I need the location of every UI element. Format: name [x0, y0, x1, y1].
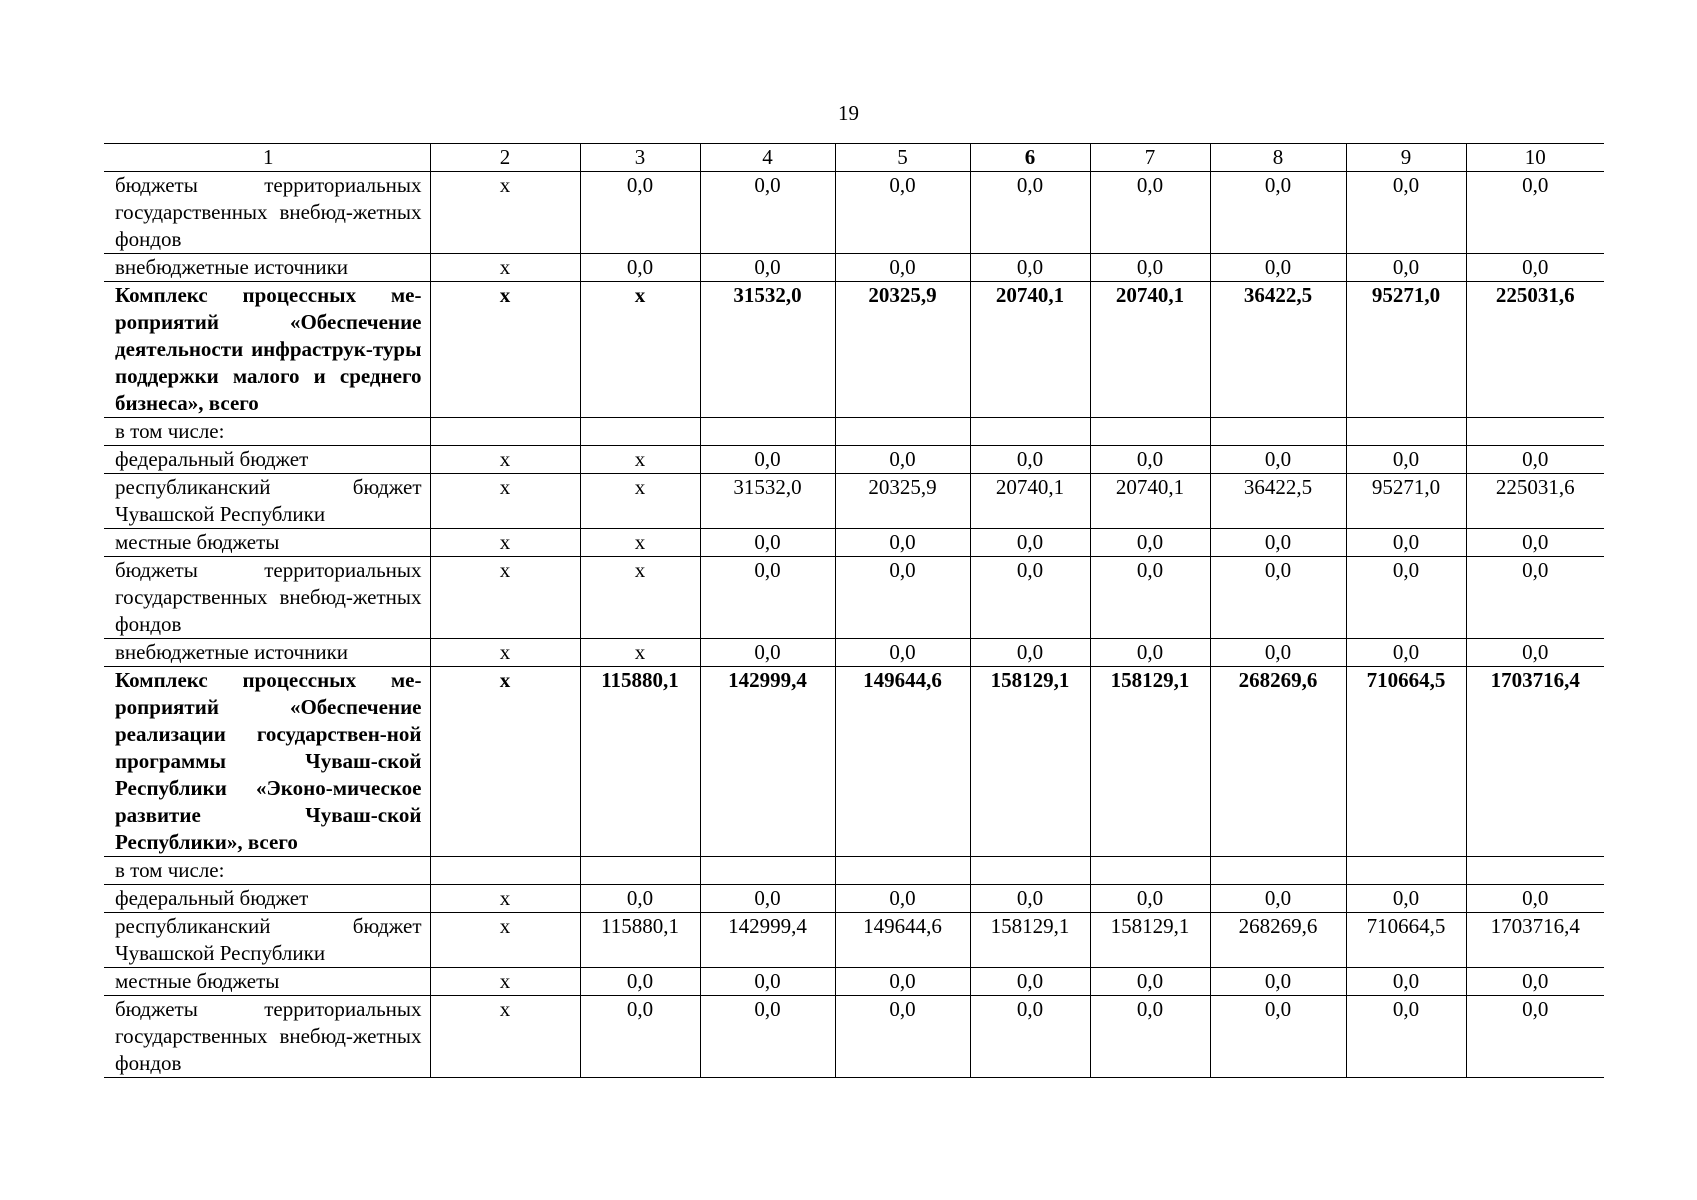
page-number: 19 [838, 101, 859, 125]
row-value-col-9: 95271,0 [1346, 282, 1466, 418]
row-value-col-7: 0,0 [1090, 968, 1210, 996]
row-value-col-6: 0,0 [970, 529, 1090, 557]
row-label: внебюджетные источники [104, 254, 430, 282]
row-value-col-3: 0,0 [580, 968, 700, 996]
row-value-col-2: х [430, 282, 580, 418]
row-value-col-8: 0,0 [1210, 254, 1346, 282]
row-value-col-3: х [580, 446, 700, 474]
row-value-col-8: 0,0 [1210, 529, 1346, 557]
row-value-col-4: 0,0 [700, 172, 835, 254]
row-value-col-8: 0,0 [1210, 639, 1346, 667]
row-value-col-10: 0,0 [1466, 996, 1604, 1078]
header-cell: 7 [1090, 144, 1210, 172]
row-value-col-2: х [430, 913, 580, 968]
row-value-col-6: 0,0 [970, 996, 1090, 1078]
row-value-col-10: 0,0 [1466, 446, 1604, 474]
row-value-col-7: 158129,1 [1090, 667, 1210, 857]
row-value-col-4: 0,0 [700, 996, 835, 1078]
row-label: внебюджетные источники [104, 639, 430, 667]
row-value-col-5: 0,0 [835, 254, 970, 282]
row-value-col-10: 0,0 [1466, 254, 1604, 282]
table-row [104, 529, 1604, 557]
row-value-col-10: 0,0 [1466, 639, 1604, 667]
row-value-col-7: 0,0 [1090, 529, 1210, 557]
row-value-col-7: 0,0 [1090, 557, 1210, 639]
header-cell: 8 [1210, 144, 1346, 172]
row-label: бюджеты территориальных государственных внебюд-жетных фондов [104, 996, 430, 1078]
row-value-col-6: 0,0 [970, 557, 1090, 639]
row-value-col-5 [835, 418, 970, 446]
row-value-col-5 [835, 857, 970, 885]
row-value-col-9: 0,0 [1346, 446, 1466, 474]
row-value-col-8: 0,0 [1210, 446, 1346, 474]
row-label: местные бюджеты [104, 968, 430, 996]
row-label: республиканский бюджет Чувашской Республики [104, 474, 430, 529]
row-value-col-5: 0,0 [835, 885, 970, 913]
row-value-col-3: 0,0 [580, 996, 700, 1078]
header-cell: 1 [104, 144, 430, 172]
row-value-col-6 [970, 857, 1090, 885]
row-value-col-4: 0,0 [700, 557, 835, 639]
row-value-col-4: 0,0 [700, 639, 835, 667]
row-value-col-7: 20740,1 [1090, 282, 1210, 418]
row-value-col-8: 0,0 [1210, 996, 1346, 1078]
row-value-col-8: 0,0 [1210, 172, 1346, 254]
row-value-col-7: 0,0 [1090, 446, 1210, 474]
row-value-col-9: 0,0 [1346, 639, 1466, 667]
row-value-col-7: 0,0 [1090, 254, 1210, 282]
row-value-col-2: х [430, 885, 580, 913]
row-value-col-4: 142999,4 [700, 667, 835, 857]
row-value-col-7 [1090, 857, 1210, 885]
row-value-col-5: 0,0 [835, 557, 970, 639]
row-value-col-6: 0,0 [970, 254, 1090, 282]
row-label: бюджеты территориальных государственных внебюд-жетных фондов [104, 172, 430, 254]
row-value-col-4: 0,0 [700, 529, 835, 557]
row-value-col-5: 0,0 [835, 446, 970, 474]
row-value-col-5: 0,0 [835, 529, 970, 557]
row-label: федеральный бюджет [104, 885, 430, 913]
row-value-col-8: 36422,5 [1210, 474, 1346, 529]
table-row [104, 639, 1604, 667]
row-label: в том числе: [104, 418, 430, 446]
row-value-col-5: 0,0 [835, 172, 970, 254]
row-value-col-3: 0,0 [580, 172, 700, 254]
row-value-col-3: х [580, 282, 700, 418]
row-value-col-7: 0,0 [1090, 639, 1210, 667]
row-value-col-10: 0,0 [1466, 968, 1604, 996]
row-value-col-10: 0,0 [1466, 885, 1604, 913]
header-cell: 2 [430, 144, 580, 172]
row-label: республиканский бюджет Чувашской Республики [104, 913, 430, 968]
row-label: федеральный бюджет [104, 446, 430, 474]
row-value-col-6 [970, 418, 1090, 446]
row-value-col-8: 268269,6 [1210, 913, 1346, 968]
row-value-col-10: 0,0 [1466, 557, 1604, 639]
row-value-col-5: 20325,9 [835, 474, 970, 529]
row-value-col-7: 158129,1 [1090, 913, 1210, 968]
table-header-row [104, 144, 1604, 172]
header-cell: 3 [580, 144, 700, 172]
row-value-col-2: х [430, 639, 580, 667]
header-cell: 9 [1346, 144, 1466, 172]
row-value-col-3: х [580, 474, 700, 529]
row-value-col-8 [1210, 857, 1346, 885]
row-value-col-9: 0,0 [1346, 529, 1466, 557]
row-value-col-6: 0,0 [970, 172, 1090, 254]
row-value-col-10 [1466, 857, 1604, 885]
row-value-col-4: 31532,0 [700, 282, 835, 418]
row-value-col-5: 0,0 [835, 996, 970, 1078]
row-value-col-6: 20740,1 [970, 474, 1090, 529]
header-cell: 10 [1466, 144, 1604, 172]
header-cell: 5 [835, 144, 970, 172]
row-value-col-4: 31532,0 [700, 474, 835, 529]
row-value-col-4: 0,0 [700, 885, 835, 913]
header-cell: 4 [700, 144, 835, 172]
row-value-col-2 [430, 418, 580, 446]
row-value-col-9 [1346, 418, 1466, 446]
table-row [104, 446, 1604, 474]
table-row [104, 996, 1604, 1078]
row-value-col-9: 0,0 [1346, 996, 1466, 1078]
table-row [104, 667, 1604, 857]
table-row [104, 968, 1604, 996]
row-value-col-9: 0,0 [1346, 968, 1466, 996]
row-value-col-3: 0,0 [580, 885, 700, 913]
row-value-col-8: 0,0 [1210, 968, 1346, 996]
row-value-col-2: х [430, 529, 580, 557]
row-value-col-9: 710664,5 [1346, 913, 1466, 968]
row-value-col-5: 149644,6 [835, 667, 970, 857]
row-value-col-3: 115880,1 [580, 913, 700, 968]
row-value-col-9: 0,0 [1346, 557, 1466, 639]
row-value-col-5: 0,0 [835, 639, 970, 667]
row-value-col-5: 20325,9 [835, 282, 970, 418]
row-label: местные бюджеты [104, 529, 430, 557]
row-label: Комплекс процессных ме-роприятий «Обеспечение деятельности инфраструк-туры поддержки малого и среднего бизнеса», всего [104, 282, 430, 418]
row-value-col-2: х [430, 254, 580, 282]
row-value-col-9 [1346, 857, 1466, 885]
row-label: Комплекс процессных ме-роприятий «Обеспечение реализации государствен-ной программы Чуваш-ской Республики «Эконо-мическое развитие Чуваш-ской Республики», всего [104, 667, 430, 857]
row-value-col-6: 158129,1 [970, 667, 1090, 857]
row-value-col-4 [700, 418, 835, 446]
header-cell: 6 [970, 144, 1090, 172]
row-value-col-4: 142999,4 [700, 913, 835, 968]
row-value-col-4: 0,0 [700, 254, 835, 282]
row-value-col-9: 0,0 [1346, 885, 1466, 913]
row-value-col-7: 0,0 [1090, 996, 1210, 1078]
row-value-col-6: 158129,1 [970, 913, 1090, 968]
row-value-col-6: 20740,1 [970, 282, 1090, 418]
row-value-col-6: 0,0 [970, 639, 1090, 667]
table-row [104, 857, 1604, 885]
row-value-col-7: 0,0 [1090, 885, 1210, 913]
row-value-col-7: 20740,1 [1090, 474, 1210, 529]
table-row [104, 474, 1604, 529]
table-row [104, 172, 1604, 254]
row-value-col-10: 0,0 [1466, 172, 1604, 254]
table-row [104, 885, 1604, 913]
row-value-col-2: х [430, 446, 580, 474]
row-value-col-2 [430, 857, 580, 885]
row-value-col-4 [700, 857, 835, 885]
row-value-col-9: 710664,5 [1346, 667, 1466, 857]
row-value-col-9: 0,0 [1346, 254, 1466, 282]
budget-table [104, 143, 1604, 1078]
row-value-col-10: 1703716,4 [1466, 667, 1604, 857]
row-value-col-2: х [430, 968, 580, 996]
table-row [104, 913, 1604, 968]
row-value-col-7 [1090, 418, 1210, 446]
row-value-col-9: 95271,0 [1346, 474, 1466, 529]
row-value-col-9: 0,0 [1346, 172, 1466, 254]
row-label: в том числе: [104, 857, 430, 885]
row-value-col-2: х [430, 667, 580, 857]
row-value-col-5: 149644,6 [835, 913, 970, 968]
row-value-col-8 [1210, 418, 1346, 446]
row-value-col-8: 0,0 [1210, 885, 1346, 913]
row-value-col-10: 1703716,4 [1466, 913, 1604, 968]
row-value-col-6: 0,0 [970, 446, 1090, 474]
table-row [104, 282, 1604, 418]
row-value-col-3 [580, 418, 700, 446]
row-value-col-2: х [430, 172, 580, 254]
table-row [104, 557, 1604, 639]
row-value-col-3: х [580, 639, 700, 667]
row-value-col-4: 0,0 [700, 446, 835, 474]
row-value-col-10: 0,0 [1466, 529, 1604, 557]
row-value-col-3: 0,0 [580, 254, 700, 282]
row-value-col-5: 0,0 [835, 968, 970, 996]
row-value-col-10 [1466, 418, 1604, 446]
table-row [104, 254, 1604, 282]
row-value-col-7: 0,0 [1090, 172, 1210, 254]
row-value-col-10: 225031,6 [1466, 282, 1604, 418]
row-value-col-3: 115880,1 [580, 667, 700, 857]
row-value-col-8: 0,0 [1210, 557, 1346, 639]
row-value-col-3: х [580, 529, 700, 557]
row-value-col-3: х [580, 557, 700, 639]
row-value-col-8: 268269,6 [1210, 667, 1346, 857]
row-value-col-8: 36422,5 [1210, 282, 1346, 418]
row-value-col-2: х [430, 474, 580, 529]
row-value-col-10: 225031,6 [1466, 474, 1604, 529]
row-value-col-4: 0,0 [700, 968, 835, 996]
row-value-col-6: 0,0 [970, 885, 1090, 913]
row-label: бюджеты территориальных государственных внебюд-жетных фондов [104, 557, 430, 639]
row-value-col-2: х [430, 557, 580, 639]
table-row [104, 418, 1604, 446]
row-value-col-3 [580, 857, 700, 885]
row-value-col-2: х [430, 996, 580, 1078]
row-value-col-6: 0,0 [970, 968, 1090, 996]
